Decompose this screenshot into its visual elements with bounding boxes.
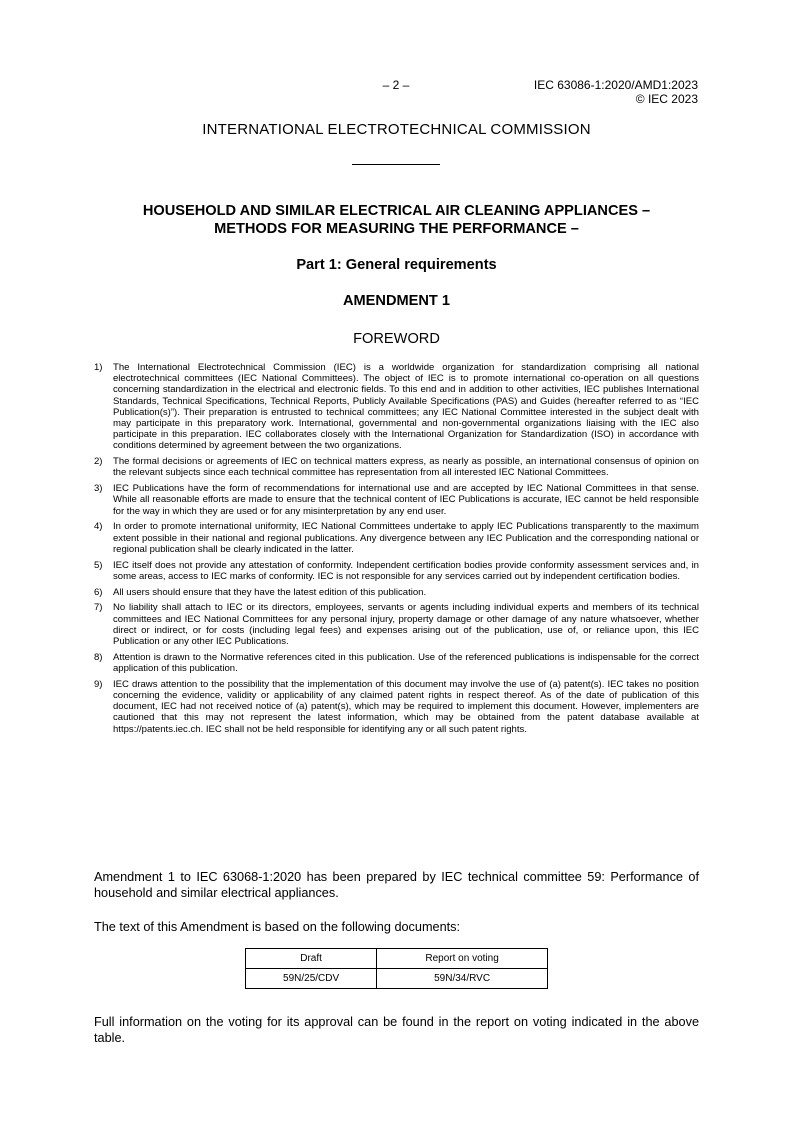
- column-header-draft: Draft: [246, 949, 377, 969]
- foreword-item-number: 3): [94, 483, 103, 495]
- foreword-item-text: IEC Publications have the form of recommendations for international use and are accepted by IEC National Committees in that sense. While all reasonable efforts are made to ensure that the technical content of IEC Publications is accurate, IEC cannot be held responsible for the way in which they are used or for any misinterpretation by any end user.: [113, 483, 699, 517]
- foreword-item: [94, 483, 699, 517]
- foreword-item: [94, 587, 699, 598]
- part-title: Part 1: General requirements: [296, 257, 497, 273]
- foreword-item-text: The formal decisions or agreements of IEC on technical matters express, as nearly as possible, an international consensus of opinion on the relevant subjects since each technical committee has representation from all interested IEC National Committees.: [113, 456, 699, 479]
- title-line-1: HOUSEHOLD AND SIMILAR ELECTRICAL AIR CLEANING APPLIANCES –: [142, 203, 651, 219]
- foreword-list: [94, 362, 699, 739]
- full-information-paragraph: Full information on the voting for its approval can be found in the report on voting indicated in the above table.: [94, 1015, 699, 1045]
- foreword-item: [94, 362, 699, 452]
- divider-rule: [352, 164, 440, 165]
- foreword-item: [94, 602, 699, 647]
- column-header-report-on-voting: Report on voting: [377, 949, 548, 969]
- foreword-item-number: 6): [94, 586, 103, 598]
- table-cell-draft: 59N/25/CDV: [246, 969, 377, 989]
- foreword-item-text: The International Electrotechnical Commission (IEC) is a worldwide organization for standardization comprising all national electrotechnical committees (IEC National Committees). The object of IEC is to promote international co-operation on all questions concerning standardization in the electrical and electronic fields. To this end and in addition to other activities, IEC publishes International Standards, Technical Specifications, Technical Reports, Publicly Available Specifications (PAS) and Guides (hereafter referred to as “IEC Publication(s)”). Their preparation is entrusted to technical committees; any IEC National Committee interested in the subject dealt with may participate in this preparatory work. International, governmental and non-governmental organizations liaising with the IEC also participate in this preparation. IEC collaborates closely with the International Organization for Standardization (ISO) in accordance with conditions determined by agreement between the two organizations.: [113, 362, 699, 452]
- foreword-item-text: No liability shall attach to IEC or its directors, employees, servants or agents including individual experts and members of its technical committees and IEC National Committees for any personal injury, property damage or other damage of any nature whatsoever, whether direct or indirect, or for costs (including legal fees) and expenses arising out of the publication, use of, or reliance upon, this IEC Publication or any other IEC Publications.: [113, 602, 699, 648]
- foreword-item: [94, 456, 699, 478]
- foreword-item-text: IEC draws attention to the possibility that the implementation of this document may involve the use of (a) patent(s). IEC takes no position concerning the evidence, validity or applicability of any claimed patent rights in respect thereof. As of the date of publication of this document, IEC had not received notice of (a) patent(s), which may be required to implement this document. However, implementers are cautioned that this may not represent the latest information, which may be obtained from the patent database available at https://patents.iec.ch. IEC shall not be held responsible for identifying any or all such patent rights.: [113, 678, 699, 735]
- page-number: – 2 –: [382, 78, 410, 92]
- title-line-2: METHODS FOR MEASURING THE PERFORMANCE –: [214, 221, 579, 237]
- foreword-item-text: IEC itself does not provide any attestation of conformity. Independent certification bodies provide conformity assessment services and, in some areas, access to IEC marks of conformity. IEC is not responsible for any services carried out by independent certification bodies.: [113, 559, 699, 582]
- based-on-paragraph: The text of this Amendment is based on the following documents:: [94, 920, 461, 934]
- prepared-by-paragraph: Amendment 1 to IEC 63068-1:2020 has been prepared by IEC technical committee 59: Performance of household and similar electrical appliances.: [94, 870, 699, 900]
- copyright-notice: © IEC 2023: [635, 92, 698, 106]
- foreword-item: [94, 521, 699, 555]
- table-cell-report: 59N/34/RVC: [377, 969, 548, 989]
- foreword-item-number: 1): [94, 362, 103, 373]
- foreword-heading: FOREWORD: [353, 331, 440, 347]
- foreword-item-number: 9): [94, 678, 103, 690]
- document-id: IEC 63086-1:2020/AMD1:2023: [533, 78, 698, 92]
- foreword-item-number: 5): [94, 559, 103, 571]
- foreword-item-text: All users should ensure that they have the latest edition of this publication.: [113, 586, 427, 598]
- table-row: [246, 969, 548, 989]
- documents-table: [245, 948, 548, 989]
- foreword-item-text: Attention is drawn to the Normative references cited in this publication. Use of the referenced publications is indispensable for the correct application of this publication.: [113, 651, 699, 675]
- amendment-title: AMENDMENT 1: [342, 293, 451, 309]
- foreword-item: [94, 560, 699, 582]
- table-header-row: [246, 949, 548, 969]
- document-title: [60, 202, 733, 238]
- foreword-item-number: 2): [94, 456, 103, 468]
- foreword-item-number: 7): [94, 602, 103, 614]
- foreword-item: [94, 652, 699, 674]
- foreword-item-text: In order to promote international uniformity, IEC National Committees undertake to apply IEC Publications transparently to the maximum extent possible in their national and regional publications. Any divergence between any IEC Publication and the corresponding national or regional publication shall be clearly indicated in the latter.: [113, 521, 699, 555]
- foreword-item-number: 4): [94, 521, 103, 533]
- document-header-id: [534, 78, 698, 106]
- foreword-item: [94, 679, 699, 735]
- foreword-item-number: 8): [94, 651, 103, 663]
- organization-name: INTERNATIONAL ELECTROTECHNICAL COMMISSION: [202, 121, 591, 138]
